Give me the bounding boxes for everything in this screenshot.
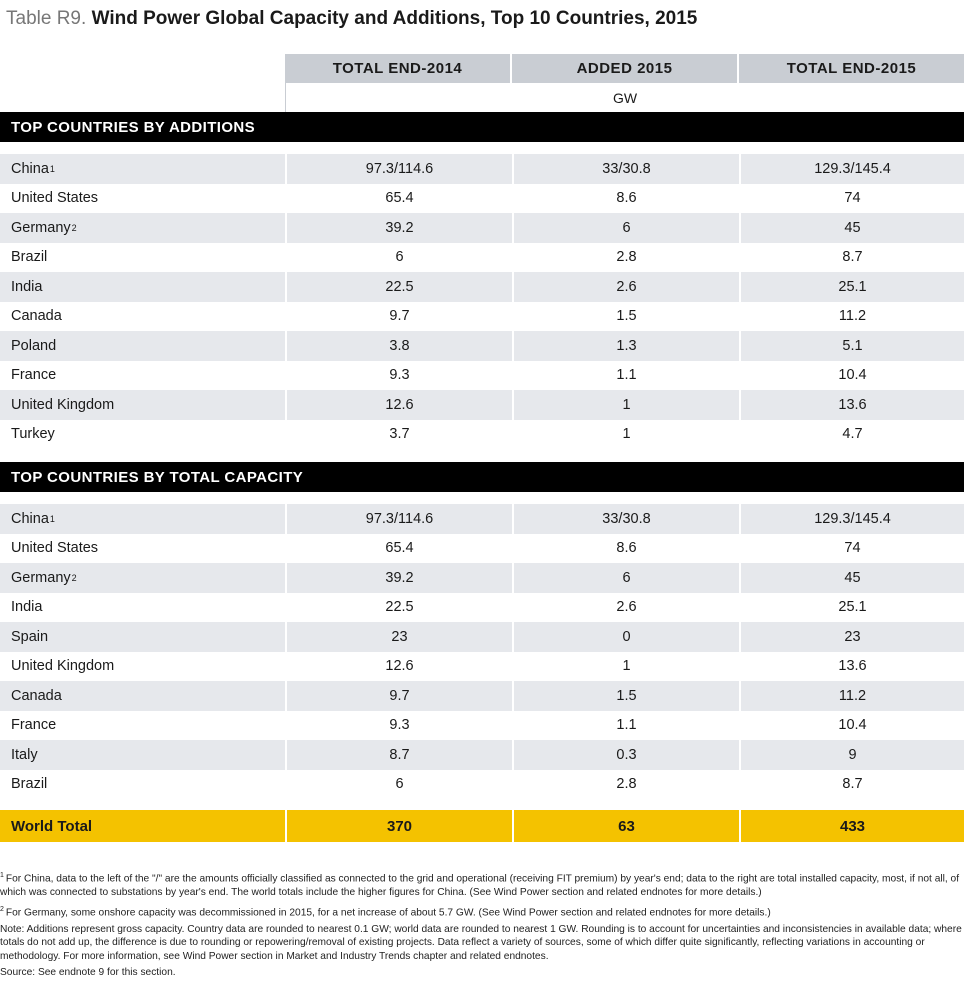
- country-name-text: China: [11, 160, 49, 177]
- unit-label: GW: [285, 83, 964, 112]
- cell-total-end-2014: 65.4: [285, 534, 512, 564]
- table-row: [0, 593, 964, 623]
- cell-total-end-2014: 9.3: [285, 361, 512, 391]
- table-label: Table R9.: [6, 8, 87, 29]
- country-name-text: Brazil: [11, 249, 48, 266]
- section-heading-total-capacity: TOP COUNTRIES BY TOTAL CAPACITY: [0, 462, 964, 492]
- country-name-text: India: [11, 278, 43, 295]
- cell-total-end-2015: 45: [739, 213, 964, 243]
- cell-total-end-2015: 74: [739, 534, 964, 564]
- country-name-text: Germany: [11, 219, 71, 236]
- cell-total-end-2014: 39.2: [285, 563, 512, 593]
- cell-total-end-2014: 12.6: [285, 652, 512, 682]
- country-name: [0, 534, 283, 564]
- country-name: [0, 622, 283, 652]
- country-name: [0, 563, 283, 593]
- cell-total-end-2015: 13.6: [739, 652, 964, 682]
- footnote-2-mark: 2: [0, 905, 4, 913]
- table-row: [0, 361, 964, 391]
- country-name-text: Italy: [11, 746, 38, 763]
- footnote-1-text: For China, data to the left of the "/" are the amounts officially classified as connected to the grid and operational (receiving FIT premium) by year's end; data to the right are total installed capacity, most, if not all, of which was connected to substations by year's end. The world totals include the higher figures for China. (See Wind Power section and related endnotes for more details.): [0, 873, 960, 898]
- table-row: [0, 184, 964, 214]
- cell-total-end-2015: 45: [739, 563, 964, 593]
- country-name-text: France: [11, 367, 57, 384]
- cell-added-2015: 1: [512, 420, 739, 450]
- cell-total-end-2015: 25.1: [739, 593, 964, 623]
- cell-total-end-2015: 11.2: [739, 302, 964, 332]
- cell-total-end-2014: 65.4: [285, 184, 512, 214]
- cell-total-end-2015: 9: [739, 740, 964, 770]
- cell-total-end-2014: 22.5: [285, 272, 512, 302]
- country-name-text: Spain: [11, 628, 49, 645]
- country-name: [0, 213, 283, 243]
- country-name: [0, 504, 283, 534]
- country-name: [0, 681, 283, 711]
- cell-total-end-2014: 3.7: [285, 420, 512, 450]
- country-name: [0, 420, 283, 450]
- footnote-1: [0, 869, 962, 900]
- cell-total-end-2014: 97.3/114.6: [285, 154, 512, 184]
- cell-added-2015: 2.6: [512, 272, 739, 302]
- world-total-label: World Total: [11, 817, 93, 835]
- country-name: [0, 390, 283, 420]
- cell-total-end-2015: 8.7: [739, 770, 964, 800]
- cell-total-end-2014: 6: [285, 243, 512, 273]
- cell-total-end-2015: 129.3/145.4: [739, 504, 964, 534]
- cell-total-end-2015: 13.6: [739, 390, 964, 420]
- table-row: [0, 534, 964, 564]
- table-row: [0, 681, 964, 711]
- country-name-text: United States: [11, 190, 99, 207]
- cell-total-end-2014: 8.7: [285, 740, 512, 770]
- cell-added-2015: 8.6: [512, 534, 739, 564]
- footnotes: [0, 869, 962, 983]
- section-additions: [0, 154, 964, 449]
- cell-total-end-2015: 11.2: [739, 681, 964, 711]
- country-name-text: Brazil: [11, 776, 48, 793]
- world-total-2015: 433: [739, 810, 964, 842]
- column-header-total-2014: TOTAL END-2014: [285, 54, 510, 83]
- table-row: [0, 770, 964, 800]
- cell-total-end-2015: 10.4: [739, 361, 964, 391]
- footnote-marker: 1: [49, 513, 55, 524]
- table-row: [0, 504, 964, 534]
- footnote-2: [0, 903, 962, 920]
- cell-added-2015: 6: [512, 563, 739, 593]
- table-row: [0, 563, 964, 593]
- country-name: [0, 770, 283, 800]
- world-total-added-2015: 63: [512, 810, 739, 842]
- cell-total-end-2015: 10.4: [739, 711, 964, 741]
- cell-total-end-2014: 97.3/114.6: [285, 504, 512, 534]
- country-name: [0, 302, 283, 332]
- country-name-text: Canada: [11, 308, 62, 325]
- cell-added-2015: 6: [512, 213, 739, 243]
- table-row: [0, 243, 964, 273]
- cell-total-end-2014: 22.5: [285, 593, 512, 623]
- cell-total-end-2014: 9.3: [285, 711, 512, 741]
- table-note: Note: Additions represent gross capacity. Country data are rounded to nearest 0.1 GW; world data are rounded to nearest 1 GW. Rounding is to account for uncertainties and inconsistencies in available data; where totals do not add up, the difference is due to rounding or repowering/removal of existing projects. Data reflect a variety of sources, some of which differ quite significantly, reflecting variations in accounting or methodology. For more information, see Wind Power section in Market and Industry Trends chapter and related endnotes.: [0, 923, 962, 962]
- country-name-text: France: [11, 717, 57, 734]
- cell-added-2015: 1.1: [512, 361, 739, 391]
- country-name: [0, 184, 283, 214]
- cell-added-2015: 1: [512, 390, 739, 420]
- column-header-total-2015: TOTAL END-2015: [739, 54, 964, 83]
- cell-added-2015: 1.5: [512, 302, 739, 332]
- country-name-text: Turkey: [11, 426, 55, 443]
- country-name-text: Canada: [11, 687, 62, 704]
- cell-total-end-2014: 9.7: [285, 302, 512, 332]
- country-name-text: India: [11, 599, 43, 616]
- country-name: [0, 154, 283, 184]
- table-title-text: Wind Power Global Capacity and Additions, Top 10 Countries, 2015: [91, 8, 698, 29]
- cell-total-end-2015: 129.3/145.4: [739, 154, 964, 184]
- cell-total-end-2014: 39.2: [285, 213, 512, 243]
- country-name-text: United Kingdom: [11, 658, 115, 675]
- table-source: Source: See endnote 9 for this section.: [0, 967, 176, 979]
- table-row: [0, 420, 964, 450]
- cell-added-2015: 1.1: [512, 711, 739, 741]
- country-name: [0, 740, 283, 770]
- world-total-2014: 370: [285, 810, 512, 842]
- footnote-marker: 2: [71, 222, 77, 233]
- table-row: [0, 302, 964, 332]
- cell-total-end-2014: 12.6: [285, 390, 512, 420]
- cell-total-end-2015: 5.1: [739, 331, 964, 361]
- cell-added-2015: 33/30.8: [512, 154, 739, 184]
- cell-added-2015: 2.6: [512, 593, 739, 623]
- country-name: [0, 593, 283, 623]
- cell-added-2015: 33/30.8: [512, 504, 739, 534]
- cell-added-2015: 0.3: [512, 740, 739, 770]
- cell-total-end-2015: 23: [739, 622, 964, 652]
- country-name: [0, 243, 283, 273]
- table-row: [0, 652, 964, 682]
- cell-total-end-2014: 6: [285, 770, 512, 800]
- footnote-marker: 2: [71, 572, 77, 583]
- country-name: [0, 652, 283, 682]
- country-name: [0, 361, 283, 391]
- table-row: [0, 154, 964, 184]
- table-row: [0, 711, 964, 741]
- cell-added-2015: 1.5: [512, 681, 739, 711]
- cell-total-end-2014: 3.8: [285, 331, 512, 361]
- cell-total-end-2015: 8.7: [739, 243, 964, 273]
- country-name: [0, 272, 283, 302]
- cell-total-end-2014: 9.7: [285, 681, 512, 711]
- footnote-marker: 1: [49, 163, 55, 174]
- world-total-row: [0, 810, 964, 842]
- cell-added-2015: 8.6: [512, 184, 739, 214]
- cell-total-end-2015: 74: [739, 184, 964, 214]
- table-row: [0, 622, 964, 652]
- cell-total-end-2014: 23: [285, 622, 512, 652]
- cell-added-2015: 1.3: [512, 331, 739, 361]
- cell-added-2015: 2.8: [512, 243, 739, 273]
- cell-total-end-2015: 25.1: [739, 272, 964, 302]
- cell-added-2015: 1: [512, 652, 739, 682]
- footnote-1-mark: 1: [0, 872, 4, 879]
- country-name-text: United Kingdom: [11, 396, 115, 413]
- country-name-text: China: [11, 510, 49, 527]
- country-name: [0, 331, 283, 361]
- country-name: [0, 711, 283, 741]
- cell-added-2015: 2.8: [512, 770, 739, 800]
- cell-total-end-2015: 4.7: [739, 420, 964, 450]
- table-row: [0, 390, 964, 420]
- table-row: [0, 331, 964, 361]
- column-header-added-2015: ADDED 2015: [512, 54, 737, 83]
- table-row: [0, 740, 964, 770]
- country-name-text: Germany: [11, 569, 71, 586]
- table-title: [6, 8, 697, 30]
- section-heading-additions: TOP COUNTRIES BY ADDITIONS: [0, 112, 964, 142]
- section-total-capacity: [0, 504, 964, 799]
- country-name-text: Poland: [11, 337, 57, 354]
- country-name-text: United States: [11, 540, 99, 557]
- table-row: [0, 213, 964, 243]
- footnote-2-text: For Germany, some onshore capacity was decommissioned in 2015, for a net increase of about 5.7 GW. (See Wind Power section and related endnotes for more details.): [5, 906, 771, 918]
- cell-added-2015: 0: [512, 622, 739, 652]
- table-row: [0, 272, 964, 302]
